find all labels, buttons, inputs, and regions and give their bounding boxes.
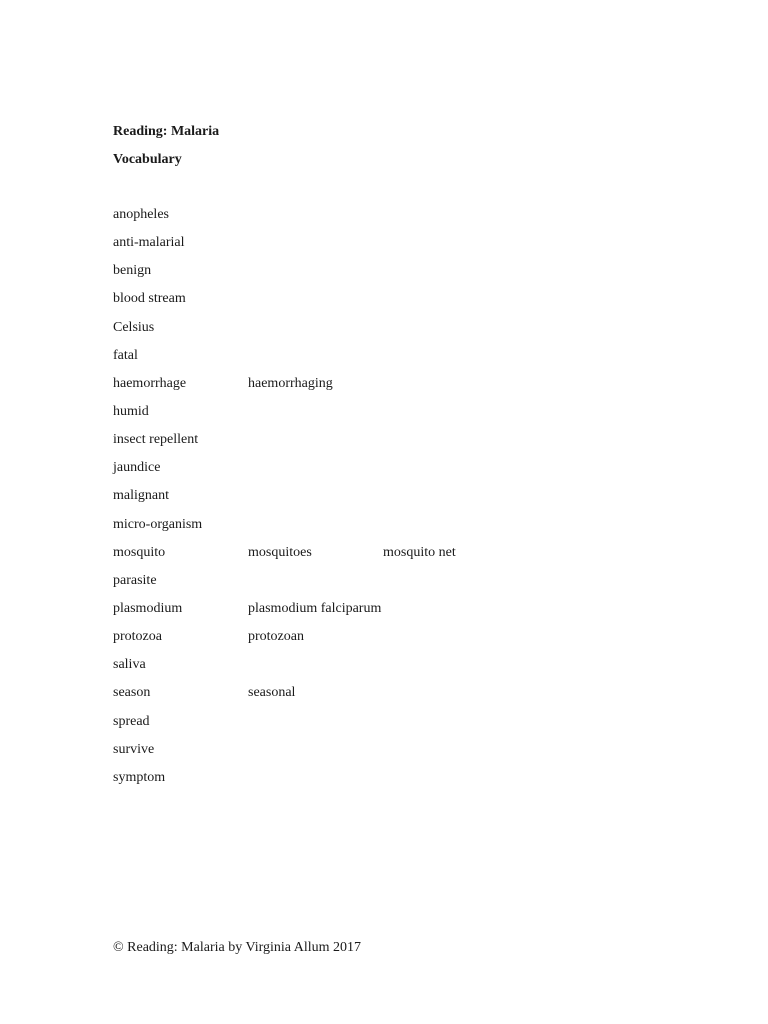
vocab-row bbox=[113, 348, 673, 376]
vocab-word: haemorrhage bbox=[113, 375, 187, 391]
vocab-row bbox=[113, 714, 673, 742]
vocab-row bbox=[113, 376, 673, 404]
vocab-word: symptom bbox=[113, 769, 166, 785]
vocab-word: Celsius bbox=[113, 319, 155, 335]
vocab-row bbox=[113, 770, 673, 798]
vocab-word: spread bbox=[113, 713, 150, 729]
vocab-row bbox=[113, 601, 673, 629]
vocab-row bbox=[113, 291, 673, 319]
vocab-row bbox=[113, 320, 673, 348]
vocab-word: season bbox=[113, 685, 151, 701]
vocab-word: benign bbox=[113, 263, 152, 279]
vocab-word: insect repellent bbox=[113, 432, 199, 448]
vocab-row bbox=[113, 460, 673, 488]
vocab-word: malignant bbox=[113, 488, 169, 504]
vocab-row bbox=[113, 263, 673, 291]
copyright-footer: © Reading: Malaria by Virginia Allum 2017 bbox=[113, 940, 362, 955]
vocab-word: saliva bbox=[113, 657, 146, 673]
vocab-word: micro-organism bbox=[113, 516, 203, 532]
vocab-word: survive bbox=[113, 741, 155, 757]
vocab-word: parasite bbox=[113, 572, 157, 588]
vocab-row bbox=[113, 207, 673, 235]
vocab-word: blood stream bbox=[113, 291, 186, 307]
vocab-word: plasmodium bbox=[113, 600, 183, 616]
vocab-row bbox=[113, 517, 673, 545]
vocab-word: anopheles bbox=[113, 207, 169, 222]
vocab-word: anti-malarial bbox=[113, 235, 185, 251]
vocab-word-form: haemorrhaging bbox=[248, 375, 333, 391]
vocab-row bbox=[113, 573, 673, 601]
document-title: Reading: Malaria bbox=[113, 124, 220, 139]
vocab-row bbox=[113, 404, 673, 432]
vocab-word: humid bbox=[113, 403, 149, 419]
section-heading-vocabulary: Vocabulary bbox=[113, 152, 182, 167]
vocab-word-form: mosquitoes bbox=[248, 544, 312, 560]
vocab-word-form: seasonal bbox=[248, 685, 296, 701]
vocab-word: jaundice bbox=[113, 460, 161, 476]
vocab-row bbox=[113, 235, 673, 263]
vocab-row bbox=[113, 629, 673, 657]
vocab-word: protozoa bbox=[113, 629, 162, 645]
vocab-row bbox=[113, 742, 673, 770]
vocab-word-form: plasmodium falciparum bbox=[248, 600, 382, 616]
vocab-word: fatal bbox=[113, 347, 138, 363]
vocab-word-form: mosquito net bbox=[383, 544, 456, 560]
vocab-row bbox=[113, 685, 673, 713]
vocab-row bbox=[113, 488, 673, 516]
vocab-word: mosquito bbox=[113, 544, 166, 560]
vocab-row bbox=[113, 545, 673, 573]
vocab-row bbox=[113, 657, 673, 685]
vocabulary-list bbox=[113, 207, 673, 798]
vocab-row bbox=[113, 432, 673, 460]
vocab-word-form: protozoan bbox=[248, 629, 304, 645]
